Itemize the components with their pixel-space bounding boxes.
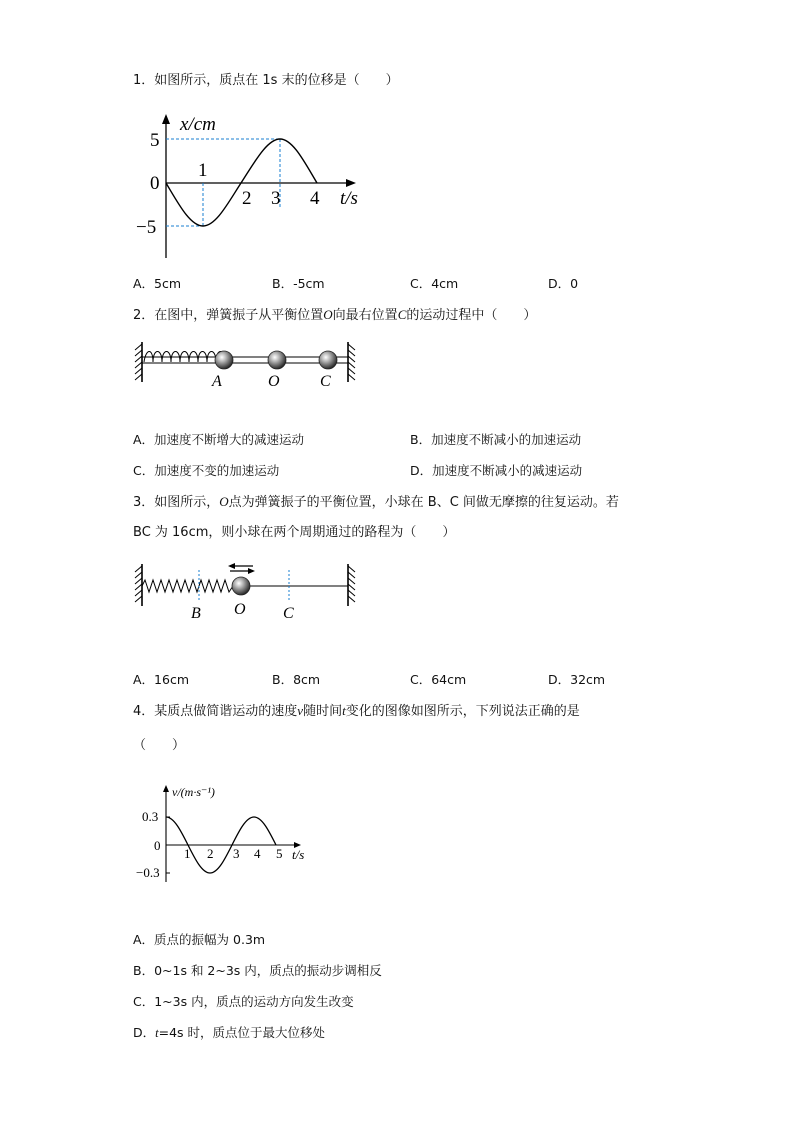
q4-option-a[interactable]: A．质点的振幅为 0.3m	[133, 932, 266, 947]
q1-tick-t1: 1	[198, 160, 208, 181]
q2-stem-C: C	[397, 307, 407, 322]
q4-stem-v: v	[297, 703, 304, 718]
q4-option-c[interactable]: C．1~3s 内，质点的运动方向发生改变	[133, 994, 354, 1009]
q3-arrow-left-icon	[228, 563, 235, 569]
q3-label-C: C	[283, 605, 294, 622]
q3-option-b[interactable]: B．8cm	[272, 672, 321, 687]
q2-stem-part2: 向最右位置	[332, 308, 398, 323]
q3-option-c[interactable]: C．64cm	[410, 672, 467, 687]
q1-tick-minus5: −5	[136, 217, 157, 238]
q1-option-b[interactable]: B．-5cm	[272, 276, 325, 291]
q4-tick-0: 0	[154, 838, 161, 853]
q2-option-a[interactable]: A．加速度不断增大的减速运动	[133, 432, 305, 447]
q4-tick-0.3: 0.3	[142, 809, 159, 824]
q1-tick-0: 0	[150, 173, 160, 194]
q1-displacement-graph	[130, 108, 370, 263]
q3-option-d[interactable]: D．32cm	[548, 672, 606, 687]
q4-stem-part1: 4．某质点做简谐运动的速度	[133, 704, 298, 719]
question-3-stem-line2: BC 为 16cm，则小球在两个周期通过的路程为（ ）	[133, 525, 456, 540]
question-4-stem-line1	[133, 702, 580, 721]
q1-option-a[interactable]: A．5cm	[133, 276, 182, 291]
q3-right-wall-hatch	[348, 566, 355, 602]
q3-ball-at-O	[232, 577, 250, 595]
q4-y-axis-arrow	[163, 785, 169, 792]
q2-ball-at-C	[319, 351, 337, 369]
q4-option-d-t: t	[155, 1026, 159, 1040]
q2-label-A: A	[212, 373, 222, 390]
q4-stem-t: t	[342, 703, 346, 718]
q4-option-b[interactable]: B．0~1s 和 2~3s 内，质点的振动步调相反	[133, 963, 382, 978]
q3-label-B: B	[191, 605, 201, 622]
q3-stem-part2: 点为弹簧振子的平衡位置，小球在 B、C 间做无摩擦的往复运动。若	[228, 495, 619, 510]
q2-ball-at-A	[215, 351, 233, 369]
q1-option-c[interactable]: C．4cm	[410, 276, 459, 291]
question-4-stem-line2: （ ）	[133, 738, 186, 753]
q3-spring-oscillator-figure	[130, 558, 362, 624]
q4-stem-part3: 变化的图像如图所示，下列说法正确的是	[345, 704, 580, 719]
q4-y-axis-label: v/(m·s⁻¹)	[172, 785, 215, 799]
question-2-stem	[133, 306, 536, 325]
q3-label-O: O	[234, 601, 246, 618]
q2-option-c[interactable]: C．加速度不变的加速运动	[133, 463, 280, 478]
q1-y-axis-arrow	[162, 114, 170, 124]
q2-stem-part3: 的运动过程中（ ）	[406, 308, 537, 323]
q1-tick-5: 5	[150, 130, 160, 151]
q4-tick-t2: 2	[207, 846, 214, 861]
q4-tick-t1: 1	[184, 846, 191, 861]
q4-option-d[interactable]	[133, 1024, 325, 1042]
q4-velocity-graph	[130, 778, 320, 888]
q2-spring-oscillator-figure	[130, 336, 362, 392]
q4-tick-t4: 4	[254, 846, 261, 861]
q3-arrow-right-icon	[248, 568, 255, 574]
q2-left-wall-hatch	[135, 344, 142, 380]
q3-stem-part1: 3．如图所示，	[133, 495, 220, 510]
q1-option-d[interactable]: D．0	[548, 276, 579, 291]
question-1-stem: 1．如图所示，质点在 1s 末的位移是（ ）	[133, 73, 399, 88]
q3-zigzag-spring	[142, 580, 233, 592]
q1-x-axis-label: t/s	[340, 188, 358, 209]
q2-stem-O: O	[323, 307, 333, 322]
q4-x-axis-label: t/s	[292, 847, 305, 862]
q4-tick-minus0.3: −0.3	[136, 865, 160, 880]
q4-stem-part2: 随时间	[303, 704, 343, 719]
q3-stem-O: O	[219, 494, 229, 509]
q1-tick-t4: 4	[310, 188, 320, 209]
q1-tick-t3: 3	[271, 188, 281, 209]
q4-tick-t5: 5	[276, 846, 283, 861]
q1-x-axis-arrow	[346, 179, 356, 187]
q4-tick-t3: 3	[233, 846, 240, 861]
q2-ball-at-O	[268, 351, 286, 369]
question-3-stem-line1	[133, 493, 619, 512]
q1-tick-t2: 2	[242, 188, 252, 209]
q2-right-wall-hatch	[348, 344, 355, 380]
q2-option-d[interactable]: D．加速度不断减小的减速运动	[410, 463, 583, 478]
q3-left-wall-hatch	[135, 566, 142, 602]
q3-option-a[interactable]: A．16cm	[133, 672, 190, 687]
q4-option-d-text: =4s 时，质点位于最大位移处	[158, 1025, 326, 1040]
q2-stem-part1: 2．在图中，弹簧振子从平衡位置	[133, 308, 324, 323]
q2-option-b[interactable]: B．加速度不断减小的加速运动	[410, 432, 582, 447]
q4-option-d-prefix: D．	[133, 1025, 156, 1040]
q2-label-C: C	[320, 373, 331, 390]
q2-label-O: O	[268, 373, 280, 390]
q1-y-axis-label: x/cm	[180, 114, 216, 135]
